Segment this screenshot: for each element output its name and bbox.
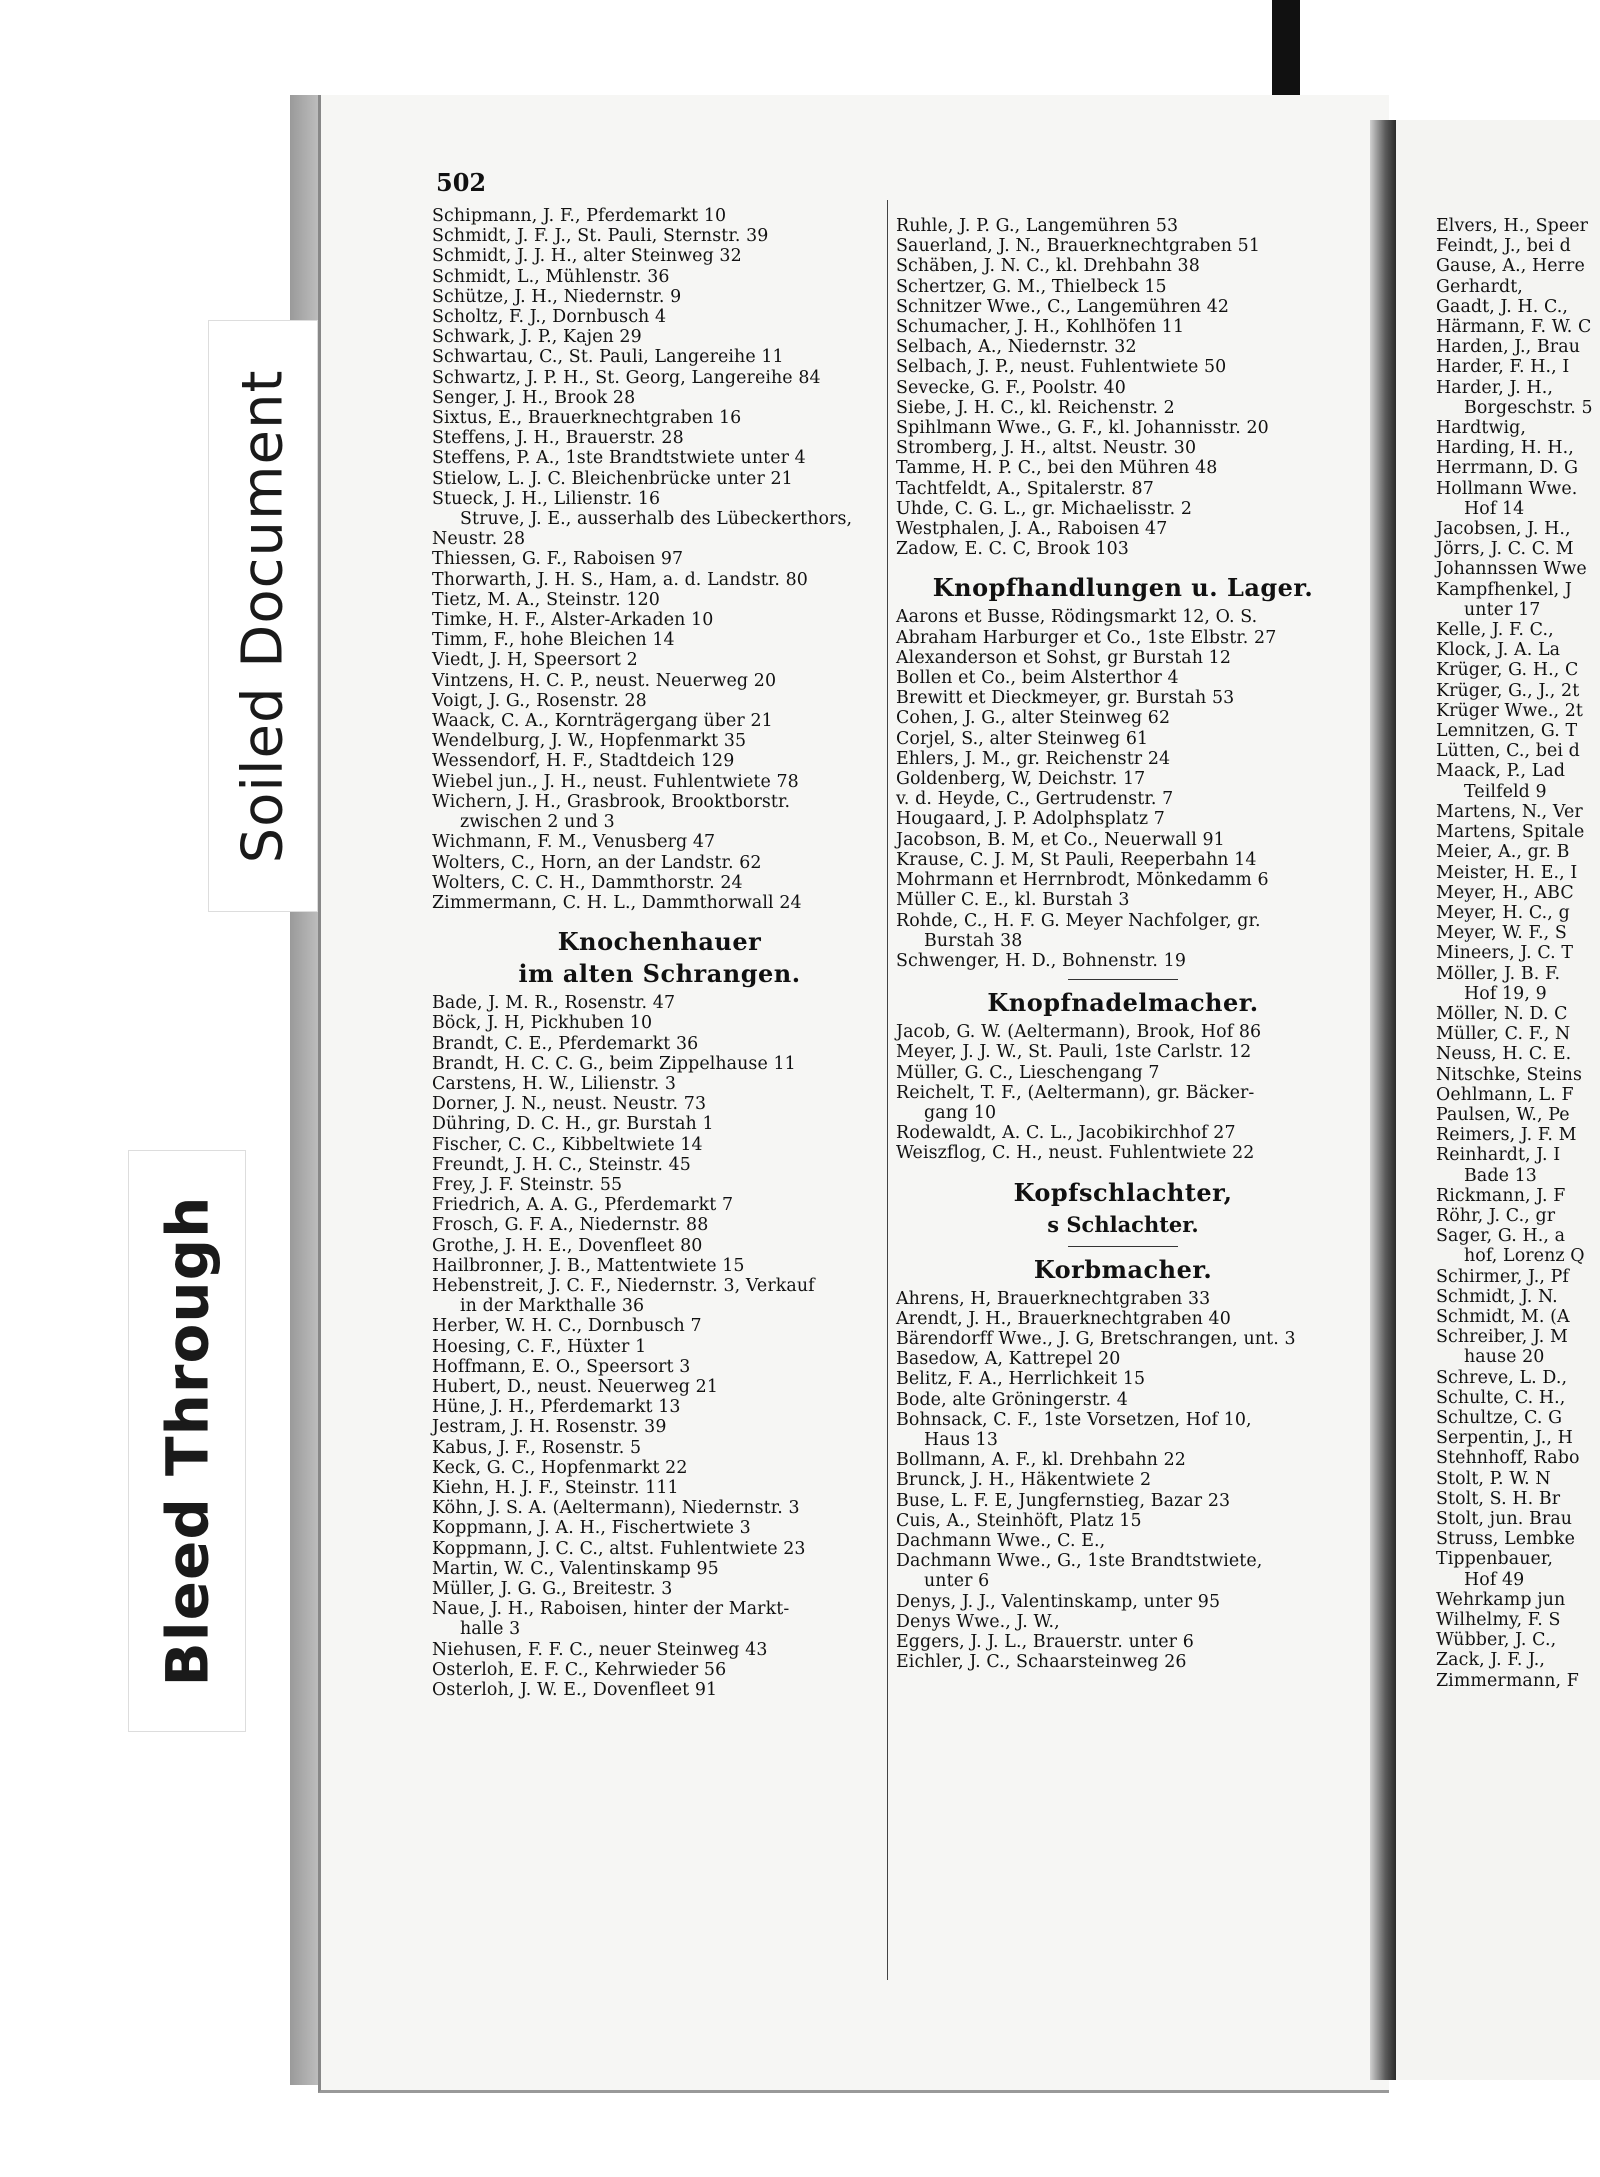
directory-entry: Bollmann, A. F., kl. Drehbahn 22 — [896, 1450, 1186, 1471]
column-divider — [887, 200, 888, 1980]
directory-entry: Elvers, H., Speer — [1436, 216, 1589, 236]
directory-entry: Sixtus, E., Brauerknechtgraben 16 — [432, 408, 742, 429]
column-2-list-d — [896, 1289, 1350, 1673]
directory-entry: Cuis, A., Steinhöft, Platz 15 — [896, 1510, 1142, 1531]
directory-entry: Arendt, J. H., Brauerknechtgraben 40 — [896, 1308, 1231, 1329]
directory-entry: Dachmann Wwe., G., 1ste Brandtstwiete, — [896, 1551, 1263, 1572]
directory-entry: Schnitzer Wwe., C., Langemühren 42 — [896, 296, 1230, 317]
directory-entry: Neustr. 28 — [432, 529, 526, 550]
directory-entry: Schipmann, J. F., Pferdemarkt 10 — [432, 206, 727, 226]
directory-entry: Martens, Spitale — [1436, 822, 1585, 843]
directory-entry: Müller, G. C., Lieschengang 7 — [896, 1062, 1160, 1083]
directory-entry: Jacobsen, J. H., — [1436, 519, 1571, 540]
directory-entry: Friedrich, A. A. G., Pferdemarkt 7 — [432, 1195, 734, 1216]
directory-entry: Tachtfeldt, A., Spitalerstr. 87 — [896, 478, 1154, 499]
directory-entry: Fischer, C. C., Kibbeltwiete 14 — [432, 1134, 703, 1155]
directory-entry: Lemnitzen, G. T — [1436, 721, 1578, 742]
directory-entry: gang 10 — [924, 1102, 997, 1123]
directory-entry: Jacobson, B. M, et Co., Neuerwall 91 — [896, 829, 1225, 850]
directory-entry: Schulte, C. H., — [1436, 1387, 1566, 1408]
directory-entry: Thiessen, G. F., Raboisen 97 — [432, 549, 684, 570]
directory-entry: Stielow, L. J. C. Bleichenbrücke unter 21 — [432, 468, 793, 489]
directory-entry: Hüne, J. H., Pferdemarkt 13 — [432, 1397, 681, 1418]
directory-entry: in der Markthalle 36 — [460, 1296, 645, 1317]
directory-entry: Müller, C. F., N — [1436, 1024, 1571, 1045]
directory-entry: Schmidt, J. J. H., alter Steinweg 32 — [432, 246, 742, 267]
directory-entry: Röhr, J. C., gr — [1436, 1205, 1556, 1226]
directory-entry: Meyer, H. C., g — [1436, 902, 1570, 923]
directory-entry: Waack, C. A., Kornträgergang über 21 — [432, 711, 773, 732]
column-2 — [896, 216, 1350, 1672]
directory-entry: Eggers, J. J. L., Brauerstr. unter 6 — [896, 1631, 1194, 1652]
directory-entry: Spihlmann Wwe., G. F., kl. Johannisstr. 20 — [896, 418, 1269, 439]
directory-entry: Buse, L. F. E, Jungfernstieg, Bazar 23 — [896, 1490, 1231, 1511]
directory-entry: Denys Wwe., J. W., — [896, 1611, 1060, 1632]
soiled-document-label — [208, 320, 318, 912]
directory-entry: Hoffmann, E. O., Speersort 3 — [432, 1356, 691, 1377]
directory-entry: Schmidt, J. F. J., St. Pauli, Sternstr. 39 — [432, 226, 769, 247]
directory-entry: Frosch, G. F. A., Niedernstr. 88 — [432, 1215, 709, 1236]
directory-entry: Jörrs, J. C. C. M — [1436, 539, 1574, 560]
directory-entry: Haus 13 — [924, 1429, 999, 1450]
directory-entry: Krause, C. J. M, St Pauli, Reeperbahn 14 — [896, 849, 1257, 870]
directory-entry: Aarons et Busse, Rödingsmarkt 12, O. S. — [896, 607, 1258, 628]
directory-entry: Osterloh, J. W. E., Dovenfleet 91 — [432, 1680, 718, 1701]
directory-entry: Hoesing, C. F., Hüxter 1 — [432, 1336, 647, 1357]
directory-entry: Bärendorff Wwe., J. G, Bretschrangen, unt. 3 — [896, 1328, 1296, 1349]
column-3-partial — [1436, 216, 1600, 1691]
directory-entry: Tippenbauer, — [1436, 1549, 1554, 1570]
directory-entry: Carstens, H. W., Lilienstr. 3 — [432, 1073, 677, 1094]
directory-entry: Müller C. E., kl. Burstah 3 — [896, 890, 1130, 911]
directory-entry: Feindt, J., bei d — [1436, 236, 1571, 257]
directory-entry: Müller, J. G. G., Breitestr. 3 — [432, 1579, 673, 1599]
directory-entry: zwischen 2 und 3 — [460, 812, 615, 833]
directory-entry: v. d. Heyde, C., Gertrudenstr. 7 — [896, 789, 1174, 810]
directory-entry: Viedt, J. H, Speersort 2 — [432, 650, 638, 671]
bleed-through-text: Bleed Through — [153, 1195, 222, 1687]
directory-entry: Dorner, J. N., neust. Neustr. 73 — [432, 1094, 707, 1115]
directory-entry: Voigt, J. G., Rosenstr. 28 — [432, 690, 647, 711]
directory-entry: Jacob, G. W. (Aeltermann), Brook, Hof 86 — [896, 1022, 1262, 1043]
directory-entry: Schwark, J. P., Kajen 29 — [432, 327, 642, 348]
directory-entry: Hof 19, 9 — [1464, 983, 1547, 1004]
directory-entry: Gerhardt, — [1436, 276, 1523, 297]
directory-entry: Schwartz, J. P. H., St. Georg, Langereihe 84 — [432, 367, 821, 388]
directory-entry: Selbach, A., Niedernstr. 32 — [896, 337, 1137, 358]
directory-entry: Nitschke, Steins — [1436, 1064, 1582, 1085]
soiled-document-text: Soiled Document — [230, 369, 296, 863]
directory-entry: Möller, N. D. C — [1436, 1003, 1568, 1024]
directory-entry: Harden, J., Brau — [1436, 337, 1580, 358]
column-1-list-a — [432, 206, 887, 913]
directory-entry: Meyer, J. J. W., St. Pauli, 1ste Carlstr. 12 — [896, 1042, 1252, 1063]
directory-entry: unter 6 — [924, 1571, 990, 1592]
directory-entry: Reichelt, T. F., (Aeltermann), gr. Bäcker- — [896, 1082, 1255, 1103]
directory-entry: Teilfeld 9 — [1464, 781, 1547, 802]
directory-entry: Hof 14 — [1464, 498, 1525, 519]
directory-entry: Schmidt, J. N. — [1436, 1286, 1558, 1307]
directory-entry: Eichler, J. C., Schaarsteinweg 26 — [896, 1652, 1187, 1673]
directory-entry: Wehrkamp jun — [1436, 1589, 1566, 1610]
directory-entry: Schultze, C. G — [1436, 1407, 1563, 1428]
directory-entry: Stueck, J. H., Lilienstr. 16 — [432, 488, 661, 509]
directory-entry: Harder, J. H., — [1436, 377, 1554, 398]
directory-entry: Krüger, G. H., C — [1436, 660, 1579, 681]
directory-entry: Schreiber, J. M — [1436, 1327, 1568, 1348]
directory-entry: Brandt, H. C. C. G., beim Zippelhause 11 — [432, 1053, 796, 1074]
directory-entry: Neuss, H. C. E. — [1436, 1044, 1572, 1065]
directory-entry: Hebenstreit, J. C. F., Niedernstr. 3, Verkauf — [432, 1275, 815, 1296]
directory-entry: Bade, J. M. R., Rosenstr. 47 — [432, 993, 676, 1014]
directory-entry: Meyer, W. F., S — [1436, 923, 1567, 944]
directory-entry: Hof 49 — [1464, 1569, 1525, 1590]
directory-entry: Oehlmann, L. F — [1436, 1084, 1574, 1105]
directory-entry: Corjel, S., alter Steinweg 61 — [896, 728, 1149, 749]
directory-entry: Hougaard, J. P. Adolphsplatz 7 — [896, 809, 1165, 830]
scan-background — [0, 0, 1600, 95]
directory-entry: Abraham Harburger et Co., 1ste Elbstr. 27 — [896, 627, 1277, 648]
directory-entry: Sauerland, J. N., Brauerknechtgraben 51 — [896, 236, 1260, 257]
directory-entry: Belitz, F. A., Herrlichkeit 15 — [896, 1369, 1146, 1390]
section-heading-korbmacher: Korbmacher. — [1033, 1254, 1213, 1284]
directory-entry: Thorwarth, J. H. S., Ham, a. d. Landstr. 80 — [432, 569, 808, 590]
directory-entry: Schäben, J. N. C., kl. Drehbahn 38 — [896, 256, 1200, 277]
directory-entry: Meier, A., gr. B — [1436, 842, 1570, 863]
directory-entry: Koppmann, J. C. C., altst. Fuhlentwiete 23 — [432, 1538, 806, 1559]
directory-entry: Brunck, J. H., Häkentwiete 2 — [896, 1470, 1152, 1491]
directory-entry: Struve, J. E., ausserhalb des Lübeckerthors, — [460, 509, 853, 530]
directory-entry: Serpentin, J., H — [1436, 1428, 1573, 1449]
directory-entry: Sager, G. H., a — [1436, 1226, 1566, 1247]
directory-entry: Rohde, C., H. F. G. Meyer Nachfolger, gr. — [896, 910, 1261, 931]
directory-entry: Bade 13 — [1464, 1165, 1537, 1186]
directory-entry: Schwartau, C., St. Pauli, Langereihe 11 — [432, 347, 784, 368]
directory-entry: Hardtwig, — [1436, 418, 1526, 439]
directory-entry: Hollmann Wwe. — [1436, 478, 1578, 499]
directory-entry: Selbach, J. P., neust. Fuhlentwiete 50 — [896, 357, 1227, 378]
directory-entry: Rodewaldt, A. C. L., Jacobikirchhof 27 — [896, 1123, 1236, 1144]
directory-entry: Stolt, jun. Brau — [1436, 1509, 1573, 1529]
bleed-through-label — [128, 1150, 246, 1732]
directory-entry: Stolt, P. W. N — [1436, 1468, 1551, 1489]
directory-entry: Kampfhenkel, J — [1436, 579, 1572, 600]
directory-entry: Sevecke, G. F., Poolstr. 40 — [896, 377, 1126, 398]
section-heading-knopfnadelmacher: Knopfnadelmacher. — [987, 988, 1259, 1018]
directory-entry: Hailbronner, J. B., Mattentwiete 15 — [432, 1255, 745, 1276]
directory-entry: Herber, W. H. C., Dornbusch 7 — [432, 1316, 702, 1337]
directory-entry: Rickmann, J. F — [1436, 1185, 1566, 1206]
directory-entry: Koppmann, J. A. H., Fischertwiete 3 — [432, 1518, 751, 1539]
directory-entry: Zimmermann, F — [1436, 1670, 1579, 1691]
directory-entry: Herrmann, D. G — [1436, 458, 1579, 479]
section-heading-knochenhauer: Knochenhauer — [557, 927, 762, 957]
page-number: 502 — [436, 168, 487, 197]
directory-entry: Osterloh, E. F. C., Kehrwieder 56 — [432, 1659, 727, 1680]
section-rule — [1068, 1246, 1178, 1247]
directory-entry: Stromberg, J. H., altst. Neustr. 30 — [896, 438, 1197, 459]
directory-entry: Wübber, J. C., — [1436, 1630, 1557, 1651]
column-1 — [432, 206, 887, 1700]
directory-entry: Steffens, J. H., Brauerstr. 28 — [432, 428, 684, 449]
directory-entry: Maack, P., Lad — [1436, 761, 1566, 782]
directory-entry: Martin, W. C., Valentinskamp 95 — [432, 1558, 719, 1579]
directory-entry: Hubert, D., neust. Neuerweg 21 — [432, 1376, 718, 1397]
directory-entry: Mineers, J. C. T — [1436, 943, 1574, 964]
directory-entry: Stolt, S. H. Br — [1436, 1488, 1561, 1509]
directory-entry: Wilhelmy, F. S — [1436, 1610, 1561, 1631]
directory-entry: Senger, J. H., Brook 28 — [432, 387, 636, 408]
directory-entry: Reimers, J. F. M — [1436, 1125, 1577, 1146]
directory-entry: Wichern, J. H., Grasbrook, Brooktborstr. — [432, 791, 791, 812]
directory-entry: Harding, H. H., — [1436, 438, 1574, 459]
directory-entry: Gause, A., Herre — [1436, 256, 1585, 277]
page-gutter — [1370, 120, 1396, 2080]
directory-entry: Naue, J. H., Raboisen, hinter der Markt- — [432, 1599, 790, 1620]
directory-entry: Weiszflog, C. H., neust. Fuhlentwiete 22 — [896, 1143, 1255, 1164]
directory-entry: Stehnhoff, Rabo — [1436, 1448, 1580, 1469]
directory-entry: Wolters, C., Horn, an der Landstr. 62 — [432, 852, 762, 873]
column-2-list-b — [896, 607, 1350, 971]
directory-entry: Johannssen Wwe — [1436, 559, 1587, 580]
column-3-list — [1436, 216, 1600, 1691]
directory-entry: Meister, H. E., I — [1436, 862, 1578, 883]
directory-entry: Böck, J. H, Pickhuben 10 — [432, 1013, 653, 1034]
directory-entry: Dühring, D. C. H., gr. Burstah 1 — [432, 1114, 714, 1135]
directory-entry: Tietz, M. A., Steinstr. 120 — [432, 589, 660, 610]
directory-entry: Zadow, E. C. C, Brook 103 — [896, 539, 1129, 560]
directory-entry: Wichmann, F. M., Venusberg 47 — [432, 832, 716, 853]
column-2-list-c — [896, 1022, 1350, 1163]
directory-entry: Vintzens, H. C. P., neust. Neuerweg 20 — [432, 670, 777, 691]
directory-entry: Krüger, G., J., 2t — [1436, 680, 1580, 701]
directory-entry: Frey, J. F. Steinstr. 55 — [432, 1174, 623, 1195]
section-heading-kopfschlachter: Kopfschlachter, — [1013, 1177, 1233, 1207]
column-1-list-b — [432, 993, 887, 1700]
directory-entry: Alexanderson et Sohst, gr Burstah 12 — [896, 647, 1232, 668]
directory-entry: Basedow, A, Kattrepel 20 — [896, 1349, 1121, 1370]
directory-entry: Reinhardt, J. I — [1436, 1145, 1561, 1166]
directory-entry: Zack, J. F. J., — [1436, 1650, 1546, 1671]
directory-entry: Brewitt et Dieckmeyer, gr. Burstah 53 — [896, 688, 1235, 709]
directory-entry: halle 3 — [460, 1619, 521, 1640]
directory-entry: Ahrens, H, Brauerknechtgraben 33 — [896, 1288, 1211, 1309]
directory-entry: Scholtz, F. J., Dornbusch 4 — [432, 307, 667, 328]
directory-entry: Goldenberg, W, Deichstr. 17 — [896, 769, 1146, 790]
directory-entry: Tamme, H. P. C., bei den Mühren 48 — [896, 458, 1218, 479]
directory-entry: Möller, J. B. F. — [1436, 963, 1561, 984]
section-heading-knopfhandlungen: Knopfhandlungen u. Lager. — [932, 573, 1314, 603]
directory-entry: Niehusen, F. F. C., neuer Steinweg 43 — [432, 1639, 768, 1660]
directory-entry: Borgeschstr. 5 — [1464, 397, 1593, 418]
directory-entry: Steffens, P. A., 1ste Brandtstwiete unter 4 — [432, 448, 806, 469]
directory-entry: Freundt, J. H. C., Steinstr. 45 — [432, 1154, 691, 1175]
directory-entry: Schirmer, J., Pf — [1436, 1266, 1569, 1287]
directory-entry: Schertzer, G. M., Thielbeck 15 — [896, 276, 1167, 297]
directory-entry: unter 17 — [1464, 599, 1541, 620]
directory-entry: Grothe, J. H. E., Dovenfleet 80 — [432, 1235, 703, 1256]
directory-entry: Bode, alte Gröningerstr. 4 — [896, 1389, 1128, 1410]
directory-entry: Bollen et Co., beim Alsterthor 4 — [896, 668, 1179, 689]
directory-entry: Gaadt, J. H. C., — [1436, 296, 1569, 317]
directory-entry: Schmidt, M. (A — [1436, 1306, 1570, 1327]
directory-entry: Paulsen, W., Pe — [1436, 1104, 1570, 1125]
directory-entry: Schmidt, L., Mühlenstr. 36 — [432, 266, 670, 287]
directory-entry: Bohnsack, C. F., 1ste Vorsetzen, Hof 10, — [896, 1409, 1252, 1430]
directory-entry: Lütten, C., bei d — [1436, 741, 1580, 762]
directory-entry: Uhde, C. G. L., gr. Michaelisstr. 2 — [896, 498, 1193, 519]
directory-entry: Meyer, H., ABC — [1436, 882, 1574, 903]
directory-entry: Wolters, C. C. H., Dammthorstr. 24 — [432, 872, 743, 893]
directory-entry: Timm, F., hohe Bleichen 14 — [432, 630, 675, 651]
section-subheading-schrangen: im alten Schrangen. — [518, 959, 801, 989]
directory-entry: hause 20 — [1464, 1347, 1545, 1368]
directory-entry: Kiehn, H. J. F., Steinstr. 111 — [432, 1477, 679, 1498]
directory-entry: Denys, J. J., Valentinskamp, unter 95 — [896, 1591, 1221, 1612]
directory-entry: Wendelburg, J. W., Hopfenmarkt 35 — [432, 731, 747, 752]
directory-entry: Cohen, J. G., alter Steinweg 62 — [896, 708, 1171, 729]
directory-entry: Kelle, J. F. C., — [1436, 620, 1554, 641]
directory-entry: Zimmermann, C. H. L., Dammthorwall 24 — [432, 892, 802, 913]
directory-entry: Brandt, C. E., Pferdemarkt 36 — [432, 1033, 699, 1054]
column-2-list-a — [896, 216, 1350, 559]
directory-entry: Klock, J. A. La — [1436, 640, 1561, 661]
directory-entry: Ruhle, J. P. G., Langemühren 53 — [896, 216, 1179, 236]
directory-entry: Struss, Lembke — [1436, 1529, 1576, 1550]
directory-entry: Wessendorf, H. F., Stadtdeich 129 — [432, 751, 735, 772]
directory-entry: Ehlers, J. M., gr. Reichenstr 24 — [896, 748, 1171, 769]
directory-entry: Wiebel jun., J. H., neust. Fuhlentwiete 78 — [432, 771, 799, 792]
directory-entry: Köhn, J. S. A. (Aeltermann), Niedernstr. 3 — [432, 1498, 800, 1519]
directory-entry: hof, Lorenz Q — [1464, 1246, 1585, 1267]
directory-entry: Schwenger, H. D., Bohnenstr. 19 — [896, 950, 1186, 971]
directory-entry: Jestram, J. H. Rosenstr. 39 — [432, 1417, 667, 1438]
directory-entry: Kabus, J. F., Rosenstr. 5 — [432, 1437, 642, 1458]
directory-entry: Krüger Wwe., 2t — [1436, 700, 1583, 721]
directory-entry: Mohrmann et Herrnbrodt, Mönkedamm 6 — [896, 870, 1269, 891]
directory-entry: Schumacher, J. H., Kohlhöfen 11 — [896, 317, 1185, 338]
directory-entry: Siebe, J. H. C., kl. Reichenstr. 2 — [896, 397, 1175, 418]
section-rule — [1068, 979, 1178, 980]
directory-entry: Schreve, L. D., — [1436, 1367, 1568, 1388]
directory-entry: Dachmann Wwe., C. E., — [896, 1530, 1106, 1551]
directory-entry: Härmann, F. W. C — [1436, 317, 1592, 338]
directory-entry: Burstah 38 — [924, 930, 1023, 951]
section-crossref-schlachter: s Schlachter. — [1047, 1211, 1199, 1237]
directory-entry: Harder, F. H., I — [1436, 357, 1570, 378]
directory-entry: Timke, H. F., Alster-Arkaden 10 — [432, 610, 714, 631]
directory-entry: Martens, N., Ver — [1436, 801, 1583, 822]
directory-entry: Keck, G. C., Hopfenmarkt 22 — [432, 1457, 688, 1478]
directory-entry: Schütze, J. H., Niedernstr. 9 — [432, 286, 682, 307]
directory-entry: Westphalen, J. A., Raboisen 47 — [896, 519, 1168, 540]
